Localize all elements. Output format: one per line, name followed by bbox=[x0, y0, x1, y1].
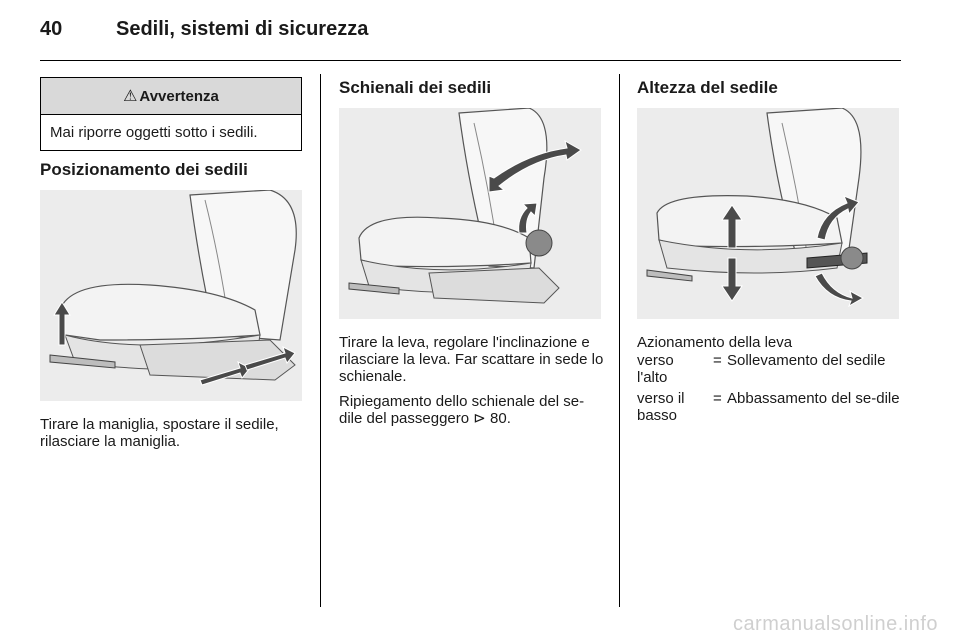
option-value: Abbassamento del se-dile bbox=[727, 390, 900, 407]
passenger-backrest-text: Ripiegamento dello schienale del se-dile del passeggero bbox=[339, 393, 585, 427]
page-reference[interactable]: 80. bbox=[490, 410, 511, 427]
section-heading-seat-position: Posizionamento dei sedili bbox=[40, 160, 248, 179]
passenger-backrest-note bbox=[339, 393, 601, 427]
watermark: carmanualsonline.info bbox=[732, 613, 938, 635]
seat-position-caption: Tirare la maniglia, spostare il sedile, rilasciare la maniglia. bbox=[40, 416, 279, 450]
header-rule bbox=[40, 60, 901, 61]
column-divider-1 bbox=[320, 74, 321, 607]
warning-title: Avvertenza bbox=[139, 87, 219, 105]
option-value: Sollevamento del sedile bbox=[727, 352, 886, 369]
backrest-illustration bbox=[339, 108, 601, 319]
page-header bbox=[40, 18, 368, 48]
option-row bbox=[637, 352, 907, 388]
seat-position-illustration bbox=[40, 190, 302, 401]
seat-height-caption: Azionamento della leva bbox=[637, 334, 793, 351]
seat-height-illustration bbox=[637, 108, 899, 319]
reference-arrow-icon: ⊳ bbox=[473, 410, 486, 427]
section-heading-backrests: Schienali dei sedili bbox=[339, 78, 492, 97]
page-number: 40 bbox=[40, 18, 63, 40]
warning-box bbox=[40, 77, 302, 151]
column-divider-2 bbox=[619, 74, 620, 607]
warning-text: Mai riporre oggetti sotto i sedili. bbox=[50, 124, 258, 141]
warning-triangle-icon: ⚠ bbox=[123, 88, 138, 105]
section-heading-seat-height: Altezza del sedile bbox=[637, 78, 778, 97]
option-key: verso l'alto bbox=[637, 352, 674, 386]
option-key: verso il basso bbox=[637, 390, 685, 424]
option-equals: = bbox=[713, 390, 722, 407]
backrest-instructions: Tirare la leva, regolare l'inclinazione e rilasciare la leva. Far scattare in sede lo schienale. bbox=[339, 334, 604, 385]
option-equals: = bbox=[713, 352, 722, 369]
warning-header bbox=[41, 78, 301, 115]
option-row bbox=[637, 390, 907, 426]
chapter-title: Sedili, sistemi di sicurezza bbox=[116, 18, 369, 40]
